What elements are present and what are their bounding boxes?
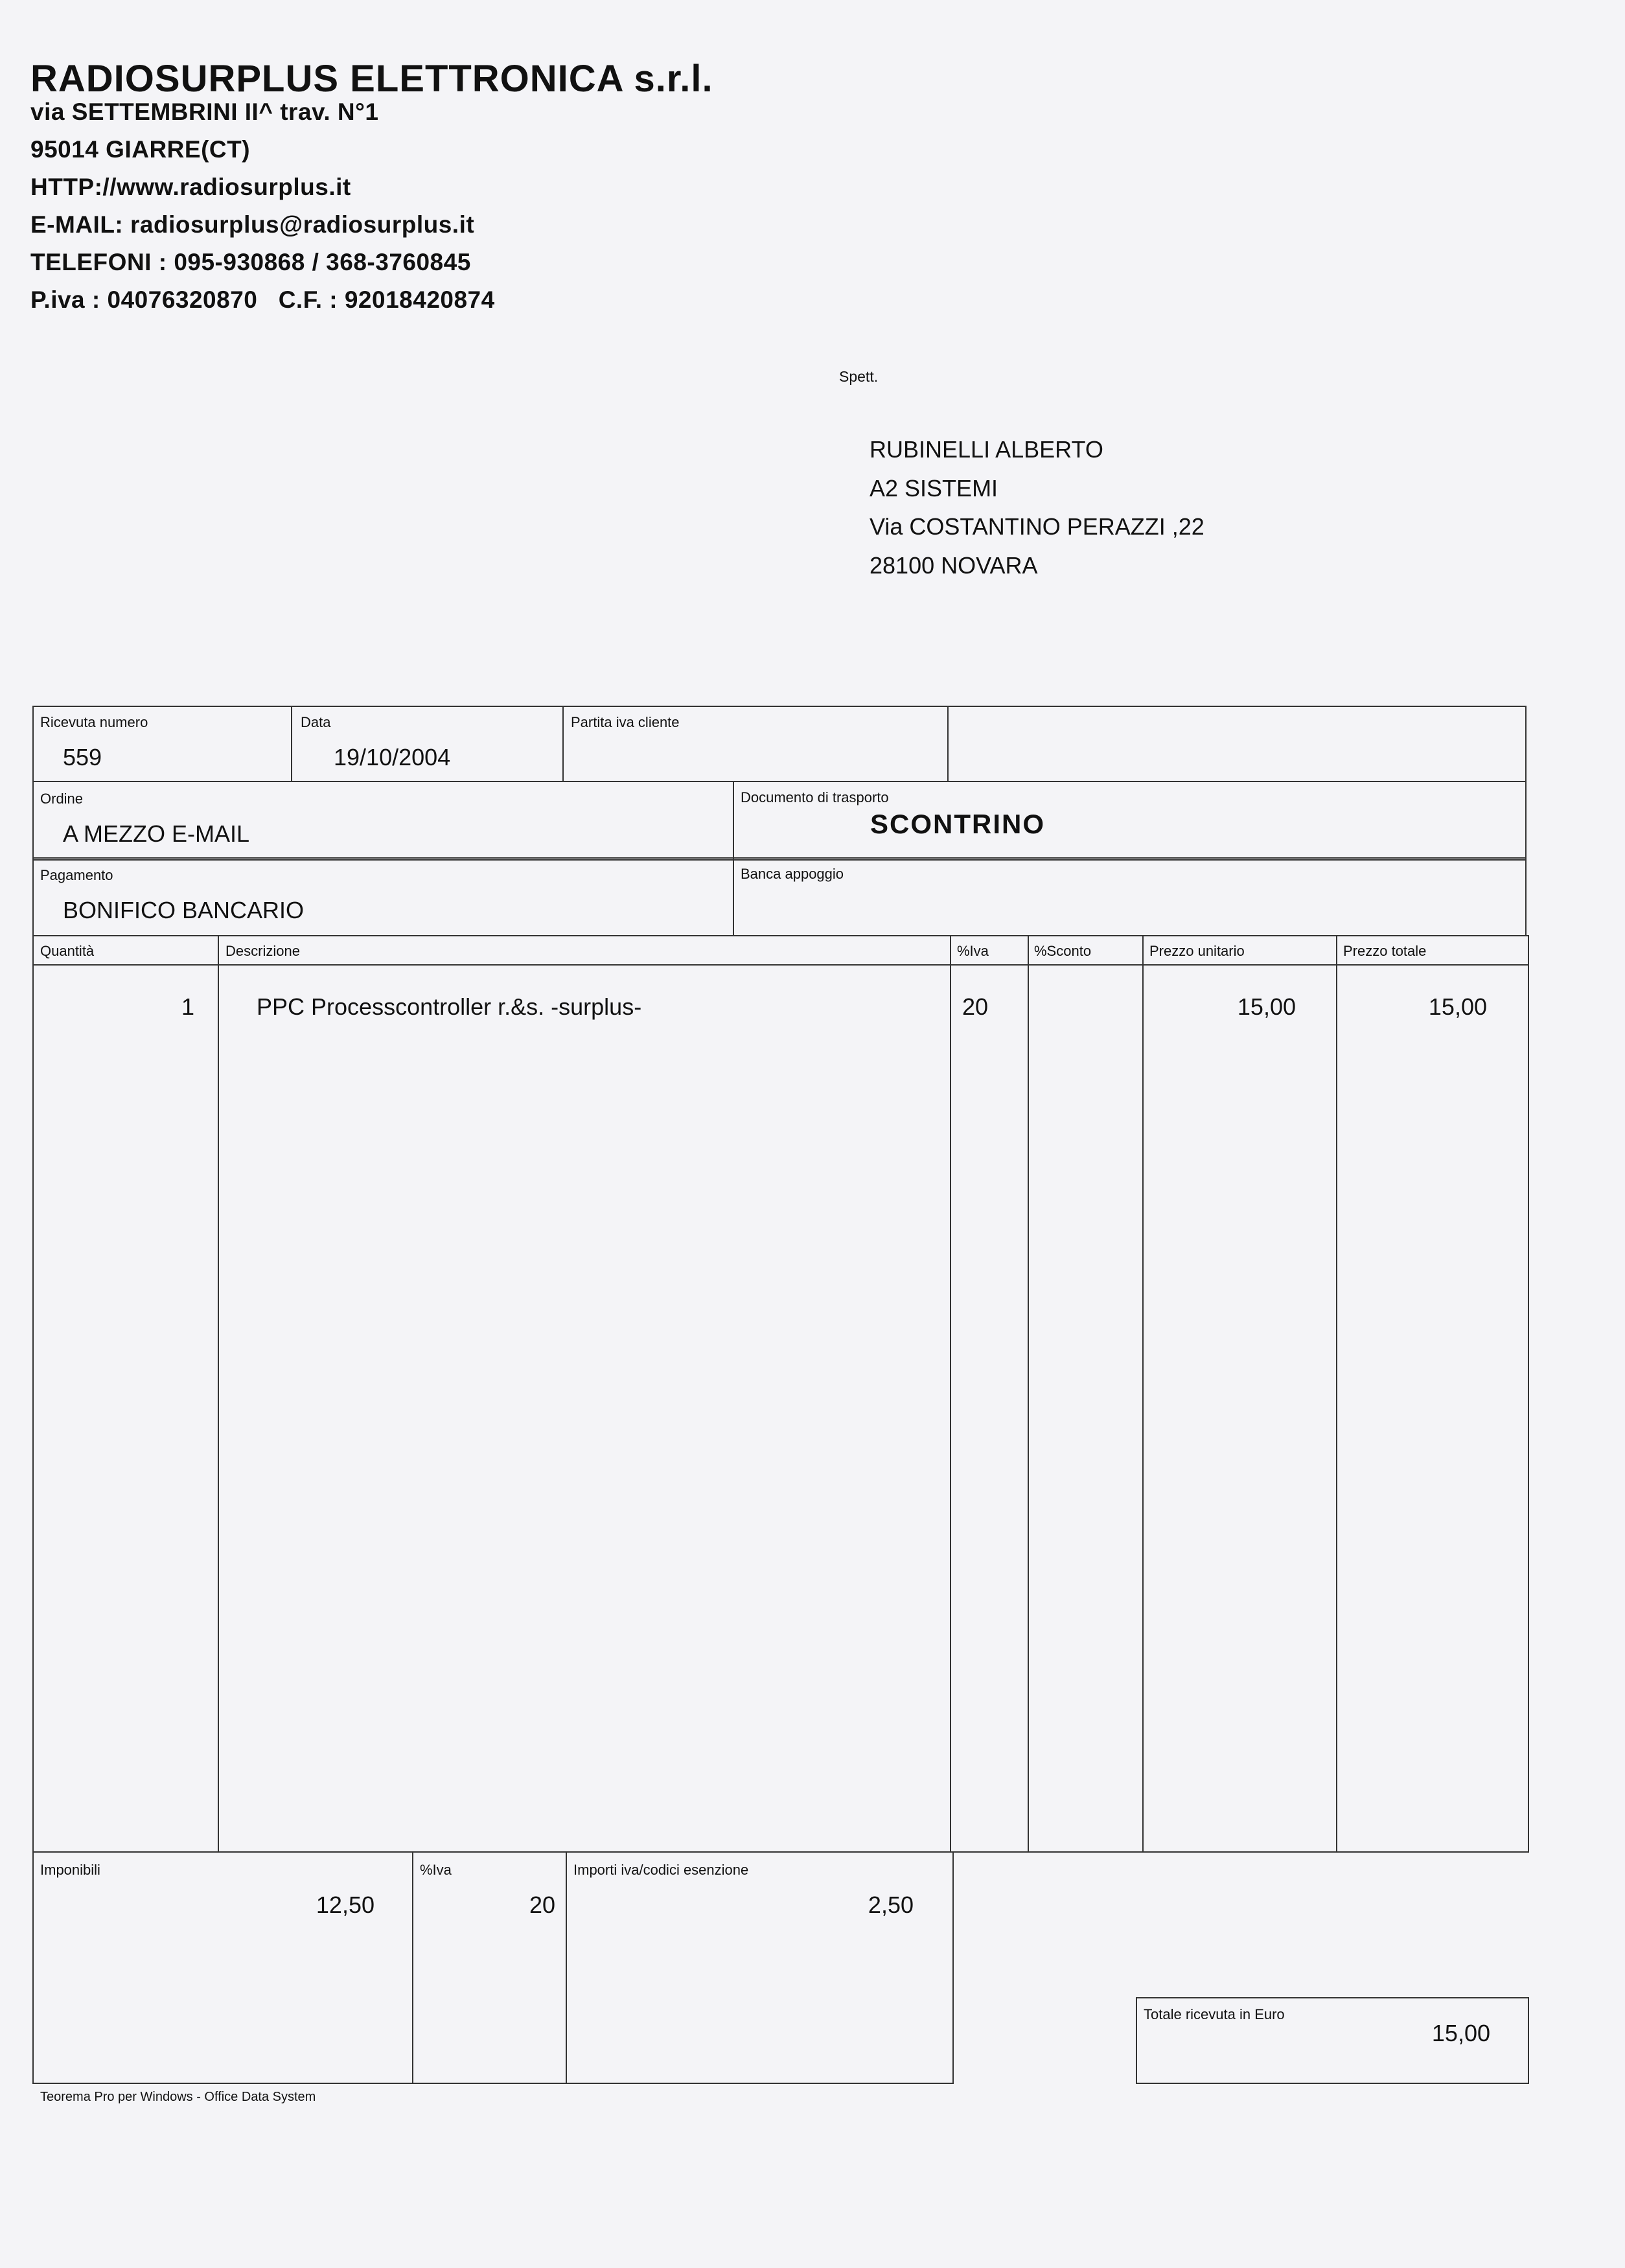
items-table-frame bbox=[32, 935, 1529, 1853]
payment-value: BONIFICO BANCARIO bbox=[63, 897, 305, 923]
divider bbox=[412, 1851, 413, 2084]
sender-address: via SETTEMBRINI II^ trav. N°1 bbox=[30, 98, 379, 125]
sender-email: E-MAIL: radiosurplus@radiosurplus.it bbox=[30, 211, 475, 238]
column-header-unit-price: Prezzo unitario bbox=[1149, 943, 1245, 959]
item-unit-price: 15,00 bbox=[1237, 993, 1296, 1020]
item-description: PPC Processcontroller r.&s. -surplus- bbox=[257, 993, 642, 1020]
total-value: 15,00 bbox=[1431, 2020, 1490, 2046]
bank-label: Banca appoggio bbox=[741, 866, 844, 882]
date-value: 19/10/2004 bbox=[334, 744, 451, 770]
column-header-quantity: Quantità bbox=[40, 943, 95, 959]
receipt-number-value: 559 bbox=[63, 744, 102, 770]
column-header-discount: %Sconto bbox=[1034, 943, 1092, 959]
order-value: A MEZZO E-MAIL bbox=[63, 820, 250, 847]
recipient-city: 28100 NOVARA bbox=[870, 552, 1038, 579]
item-quantity: 1 bbox=[181, 993, 194, 1020]
transport-doc-value: SCONTRINO bbox=[870, 809, 1045, 839]
summary-vat-label: %Iva bbox=[420, 1862, 452, 1878]
divider bbox=[1028, 935, 1029, 1853]
recipient-name: RUBINELLI ALBERTO bbox=[870, 436, 1103, 463]
client-vat-label: Partita iva cliente bbox=[571, 714, 680, 730]
recipient-company: A2 SISTEMI bbox=[870, 475, 998, 502]
divider bbox=[291, 706, 292, 782]
column-header-description: Descrizione bbox=[225, 943, 300, 959]
column-header-total: Prezzo totale bbox=[1343, 943, 1427, 959]
vat-summary-frame bbox=[32, 1851, 954, 2084]
sender-website: HTTP://www.radiosurplus.it bbox=[30, 174, 351, 200]
date-label: Data bbox=[301, 714, 331, 730]
vat-amount-label: Importi iva/codici esenzione bbox=[573, 1862, 749, 1878]
column-header-vat: %Iva bbox=[957, 943, 989, 959]
sender-city: 95014 GIARRE(CT) bbox=[30, 136, 251, 163]
divider bbox=[1336, 935, 1337, 1853]
taxable-value: 12,50 bbox=[316, 1892, 375, 1918]
sender-tax-ids: P.iva : 04076320870 C.F. : 92018420874 bbox=[30, 286, 495, 313]
vat-amount-value: 2,50 bbox=[868, 1892, 914, 1918]
total-label: Totale ricevuta in Euro bbox=[1144, 2006, 1285, 2022]
sender-phones: TELEFONI : 095-930868 / 368-3760845 bbox=[30, 249, 471, 275]
transport-doc-label: Documento di trasporto bbox=[741, 789, 889, 805]
recipient-street: Via COSTANTINO PERAZZI ,22 bbox=[870, 513, 1204, 540]
divider bbox=[32, 781, 1527, 782]
recipient-salutation: Spett. bbox=[839, 368, 879, 385]
divider bbox=[566, 1851, 567, 2084]
order-label: Ordine bbox=[40, 791, 84, 807]
divider bbox=[562, 706, 564, 782]
receipt-number-label: Ricevuta numero bbox=[40, 714, 148, 730]
divider bbox=[947, 706, 949, 782]
header-fields-frame bbox=[32, 706, 1527, 861]
divider bbox=[1142, 935, 1144, 1853]
item-vat: 20 bbox=[962, 993, 989, 1020]
taxable-label: Imponibili bbox=[40, 1862, 100, 1878]
divider bbox=[950, 935, 951, 1853]
sender-company-name: RADIOSURPLUS ELETTRONICA s.r.l. bbox=[30, 58, 713, 100]
summary-vat-value: 20 bbox=[529, 1892, 555, 1918]
divider bbox=[218, 935, 219, 1853]
payment-label: Pagamento bbox=[40, 867, 113, 883]
software-footer: Teorema Pro per Windows - Office Data System bbox=[40, 2090, 316, 2104]
items-header-divider bbox=[32, 964, 1529, 966]
item-total: 15,00 bbox=[1428, 993, 1487, 1020]
